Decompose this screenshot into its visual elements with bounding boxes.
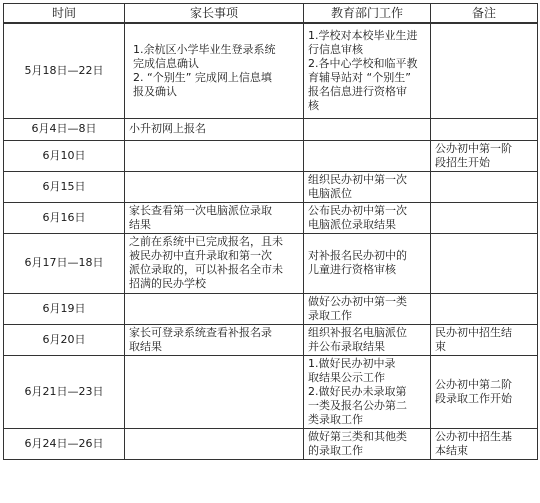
cell-dept [304,355,431,428]
cell-parent-line: 家长查看第一次电脑派位录取 [129,203,272,217]
cell-note-line: 本结束 [435,443,468,457]
cell-dept [304,233,431,293]
cell-parent-line: 招满的民办学校 [129,277,206,290]
schedule-table [3,3,538,460]
cell-parent-line: 被民办初中直升录取和第一次 [129,249,272,262]
table-row [4,293,538,324]
cell-dept-line: 行信息审核 [308,42,363,56]
cell-note-line: 束 [435,339,446,353]
cell-dept [304,171,431,202]
cell-parent-line: 取结果 [129,339,162,353]
cell-parent [125,293,304,324]
cell-parent-line: 派位录取的，可以补报名全市未 [129,263,283,276]
cell-parent-line: 1.余杭区小学毕业生登录系统 [133,42,276,56]
cell-note-line: 公办初中第二阶 [435,377,512,391]
cell-dept [304,23,431,118]
cell-note-line: 公办初中招生基 [435,429,512,443]
table-row [4,428,538,459]
cell-dept [304,118,431,140]
cell-parent [125,324,304,355]
header-dept: 教育部门工作 [304,4,431,24]
table-row [4,355,538,428]
cell-dept [304,293,431,324]
table-row [4,171,538,202]
cell-note [431,171,538,202]
header-note: 备注 [431,4,538,24]
cell-note [431,118,538,140]
header-row [4,4,538,24]
cell-parent-line: 报及确认 [133,84,177,98]
cell-parent-line: 之前在系统中已完成报名，且未 [129,235,283,248]
cell-dept-line: 电脑派位 [308,186,352,200]
cell-time: 6月15日 [4,171,125,202]
cell-time: 6月20日 [4,324,125,355]
cell-dept-line: 电脑派位录取结果 [308,217,396,231]
cell-dept-line: 一类及报名公办第二 [308,398,407,412]
cell-dept-line: 的录取工作 [308,443,363,457]
cell-note [431,233,538,293]
cell-note-line: 段招生开始 [435,155,490,169]
cell-dept-line: 公布民办初中第一次 [308,203,407,217]
cell-dept-line: 1.学校对本校毕业生进 [308,28,418,42]
cell-time: 6月10日 [4,140,125,171]
cell-dept-line: 报名信息进行资格审 [308,84,407,98]
cell-dept [304,140,431,171]
cell-parent [125,355,304,428]
cell-time: 6月19日 [4,293,125,324]
cell-note [431,355,538,428]
cell-parent [125,118,304,140]
schedule-body [4,23,538,459]
cell-dept-line: 儿童进行资格审核 [308,263,396,276]
cell-note [431,140,538,171]
table-row [4,233,538,293]
cell-parent [125,428,304,459]
cell-parent [125,23,304,118]
cell-parent-line: 2. “个别生” 完成网上信息填 [133,70,272,84]
cell-dept-line: 育辅导站对 “个别生” [308,70,411,84]
cell-note [431,428,538,459]
cell-dept-line: 取结果公示工作 [308,370,385,384]
cell-parent [125,140,304,171]
cell-parent [125,233,304,293]
cell-parent-line: 小升初网上报名 [129,122,206,135]
cell-note [431,324,538,355]
table-row [4,118,538,140]
cell-dept-line: 录取工作 [308,308,352,322]
cell-dept-line: 组织民办初中第一次 [308,172,407,186]
cell-parent-line: 结果 [129,217,151,231]
cell-time: 6月21日—23日 [4,355,125,428]
table-row [4,202,538,233]
cell-dept-line: 对补报名民办初中的 [308,249,407,262]
cell-parent-line: 完成信息确认 [133,56,199,70]
table-row [4,140,538,171]
cell-parent [125,171,304,202]
cell-note [431,202,538,233]
header-parent: 家长事项 [125,4,304,24]
cell-time: 6月4日—8日 [4,118,125,140]
table-row [4,23,538,118]
cell-time: 6月24日—26日 [4,428,125,459]
cell-time: 5月18日—22日 [4,23,125,118]
cell-note-line: 民办初中招生结 [435,325,512,339]
cell-dept [304,202,431,233]
header-time: 时间 [4,4,125,24]
cell-parent-line: 家长可登录系统查看补报名录 [129,325,272,339]
cell-dept-line: 组织补报名电脑派位 [308,325,407,339]
cell-note [431,293,538,324]
cell-dept-line: 2.各中心学校和临平教 [308,56,418,70]
cell-note-line: 公办初中第一阶 [435,141,512,155]
cell-dept-line: 做好公办初中第一类 [308,294,407,308]
cell-dept-line: 2.做好民办未录取第 [308,384,407,398]
cell-parent [125,202,304,233]
cell-time: 6月17日—18日 [4,233,125,293]
cell-note-line: 段录取工作开始 [435,391,512,405]
cell-dept-line: 核 [308,98,319,112]
cell-dept [304,428,431,459]
cell-dept-line: 类录取工作 [308,412,363,426]
cell-dept-line: 做好第三类和其他类 [308,429,407,443]
cell-dept-line: 并公布录取结果 [308,339,385,353]
cell-time: 6月16日 [4,202,125,233]
table-row [4,324,538,355]
cell-note [431,23,538,118]
cell-dept [304,324,431,355]
cell-dept-line: 1.做好民办初中录 [308,356,396,370]
